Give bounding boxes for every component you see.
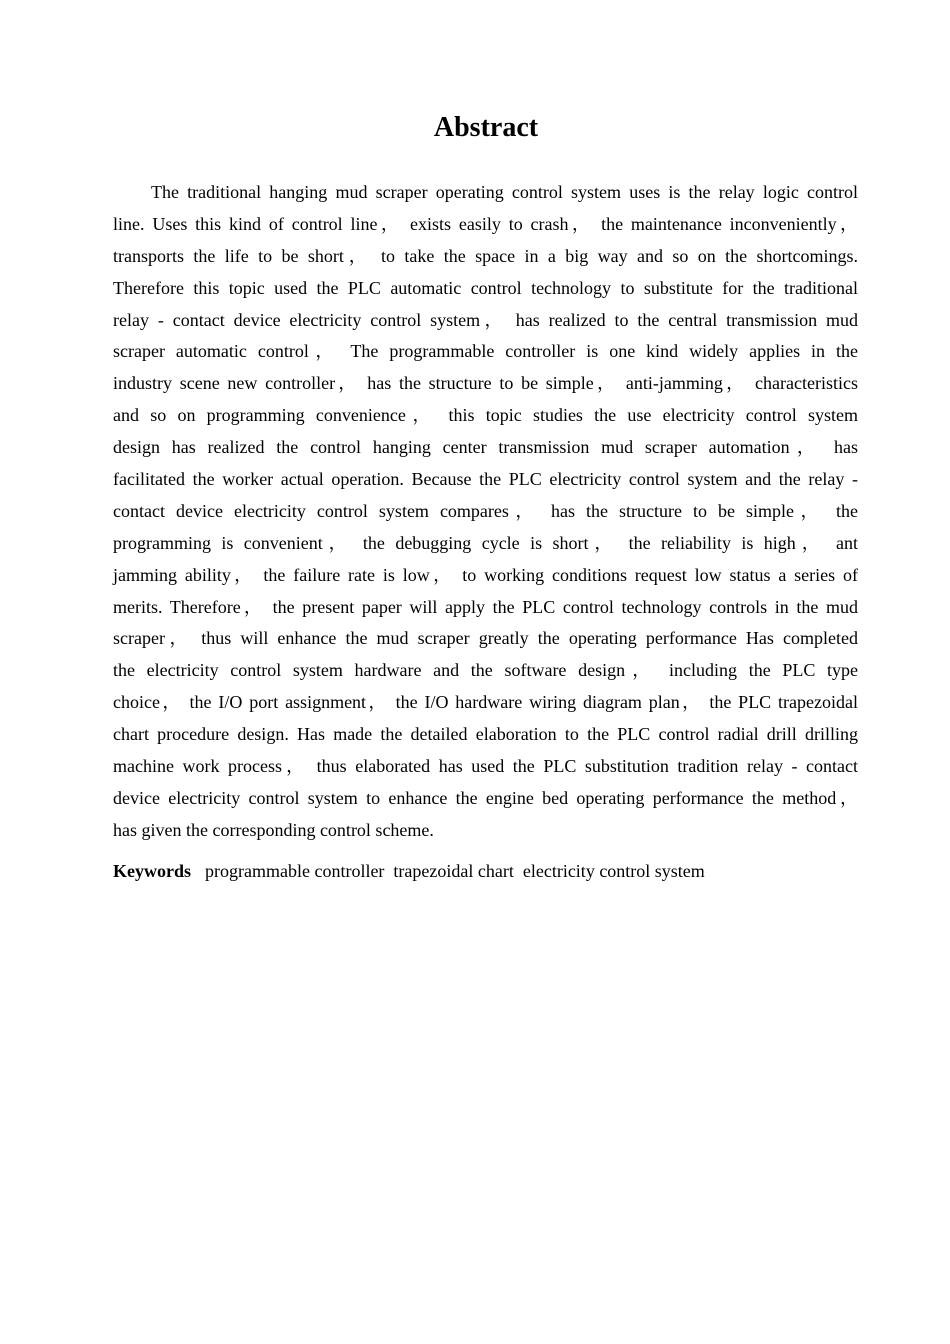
abstract-line: scraper automatic control， The programmable controller is one kind widely applies in the <box>113 341 858 362</box>
abstract-line: contact device electricity control system compares， has the structure to be simple， the <box>113 500 858 521</box>
abstract-line: jamming ability， the failure rate is low， to working conditions request low status a series of <box>113 564 858 585</box>
keywords-label: Keywords <box>113 861 191 881</box>
abstract-line: and so on programming convenience， this topic studies the use electricity control system <box>113 405 858 426</box>
abstract-line: choice， the I/O port assignment， the I/O hardware wiring diagram plan， the PLC trapezoidal <box>113 692 858 713</box>
abstract-line: machine work process， thus elaborated has used the PLC substitution tradition relay - contact <box>113 756 858 777</box>
abstract-line: scraper， thus will enhance the mud scraper greatly the operating performance Has completed <box>113 628 858 649</box>
abstract-line: programming is convenient， the debugging cycle is short， the reliability is high， ant <box>113 532 858 553</box>
abstract-line: merits. Therefore， the present paper will apply the PLC control technology controls in the mud <box>113 596 858 617</box>
abstract-line: Therefore this topic used the PLC automatic control technology to substitute for the traditional <box>113 277 858 298</box>
page-title: Abstract <box>433 112 539 143</box>
abstract-line: transports the life to be short， to take the space in a big way and so on the shortcomings. <box>113 245 858 266</box>
abstract-body <box>113 177 858 847</box>
abstract-line: line. Uses this kind of control line， exists easily to crash， the maintenance inconveniently， <box>113 213 858 234</box>
abstract-line: the electricity control system hardware and the software design， including the PLC type <box>113 660 858 681</box>
abstract-line: device electricity control system to enhance the engine bed operating performance the method， <box>113 787 858 808</box>
keywords-line <box>113 857 705 885</box>
keywords-text: programmable controller trapezoidal chart electricity control system <box>205 861 705 881</box>
abstract-line: chart procedure design. Has made the detailed elaboration to the PLC control radial drill drilling <box>113 724 858 745</box>
abstract-line: industry scene new controller， has the structure to be simple， anti-jamming， characteristics <box>113 373 858 394</box>
abstract-line: design has realized the control hanging center transmission mud scraper automation， has <box>113 437 858 458</box>
abstract-line: facilitated the worker actual operation. Because the PLC electricity control system and the relay - <box>113 469 858 490</box>
abstract-line: The traditional hanging mud scraper operating control system uses is the relay logic control <box>151 182 858 202</box>
abstract-line: relay - contact device electricity control system， has realized to the central transmission mud <box>113 309 858 330</box>
abstract-line: has given the corresponding control scheme. <box>113 819 434 840</box>
